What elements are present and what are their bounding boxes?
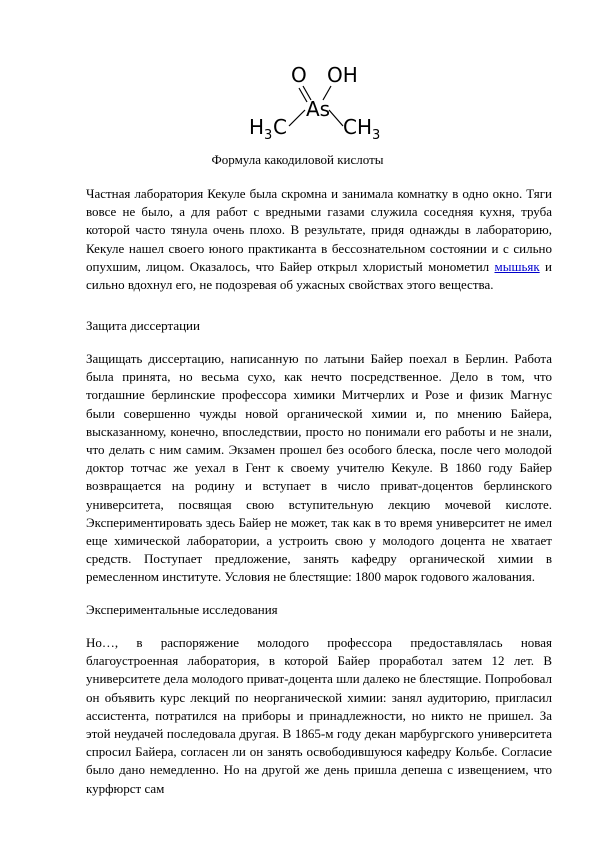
paragraph-laboratory-text-after: и сильно вдохнул его, не подозревая об ужасных свойствах этого вещества. (86, 258, 552, 293)
formula-hydroxyl: OH (327, 63, 358, 87)
paragraph-dissertation: Защищать диссертацию, написанную по латыни Байер поехал в Берлин. Работа была принята, но весьма сухо, как нечто посредственное. Дело в том, что тогдашние берлинские профессора химики Митчерлих и Розе и физик Магнус были совершенно чужды новой органической химии и, по мнению Байера, высказанному, конечно, впоследствии, просто но понимали его работы и не знали, что делать с ним самим. Экзамен прошел без особого блеска, после чего молодой доктор тотчас же уехал в Гент к своему учителю Кекуле. В 1860 году Байер возвращается на родину и вступает в число приват-доцентов берлинского университета, посвящая свою вступительную лекцию мочевой кислоте. Экспериментировать здесь Байер не может, так как в то время университет не имел еще химической лаборатории, а устроить свою у молодого доцента не хватает средств. Поступает предложение, занять кафедру органической химии в ремесленном институте. Условия не блестящие: 1800 марок годового жалования. (86, 351, 552, 585)
cacodylic-acid-formula (245, 58, 385, 148)
paragraph-laboratory (86, 185, 552, 294)
formula-arsenic: As (306, 97, 331, 121)
formula-methyl-left-c: C (273, 115, 287, 139)
formula-methyl-right-ch: CH (343, 115, 373, 139)
bond-as-ch3-right (329, 110, 343, 126)
paragraph-experimental: Но…, в распоряжение молодого профессора предоставлялась новая благоустроенная лаборатория, в которой Байер проработал затем 12 лет. В университете дела молодого приват-доцента шли далеко не блестящие. Попробовал он объявить курс лекций по неорганической химии: занял аудиторию, пригласил ассистента, потратился на приборы и принадлежности, но никто не пришел. За этой неудачей последовала другая. В 1865-м году декан марбургского университета спросил Байера, согласен ли он занять освободившуюся кафедру Кольбе. Согласие было дано немедленно. Но на другой же день пришла депеша с извещением, что курфюрст сам (86, 635, 552, 796)
formula-oxygen: O (291, 63, 307, 87)
formula-methyl-left-subscript: 3 (264, 128, 273, 143)
heading-experimental: Экспериментальные исследования (86, 602, 278, 617)
formula-methyl-right-subscript: 3 (372, 128, 381, 143)
formula-caption: Формула какодиловой кислоты (211, 152, 384, 167)
heading-dissertation: Защита диссертации (86, 318, 200, 333)
paragraph-laboratory-text-before: Частная лаборатория Кекуле была скромна и занимала комнатку в одно окно. Тяги вовсе не было, а для работ с вредными газами служила соседняя кухня, труба которой часто тянула очень плохо. В результате, придя однажды в лабораторию, Кекуле нашел своего юного практиканта в бессознательном состоянии и с сильно опухшим, лицом. Оказалось, что Байер открыл хлористый монометил (86, 186, 552, 274)
formula-methyl-left-h: H (249, 115, 265, 139)
arsenic-link[interactable]: мышьяк (494, 258, 540, 274)
bond-as-ch3-left (289, 110, 305, 126)
